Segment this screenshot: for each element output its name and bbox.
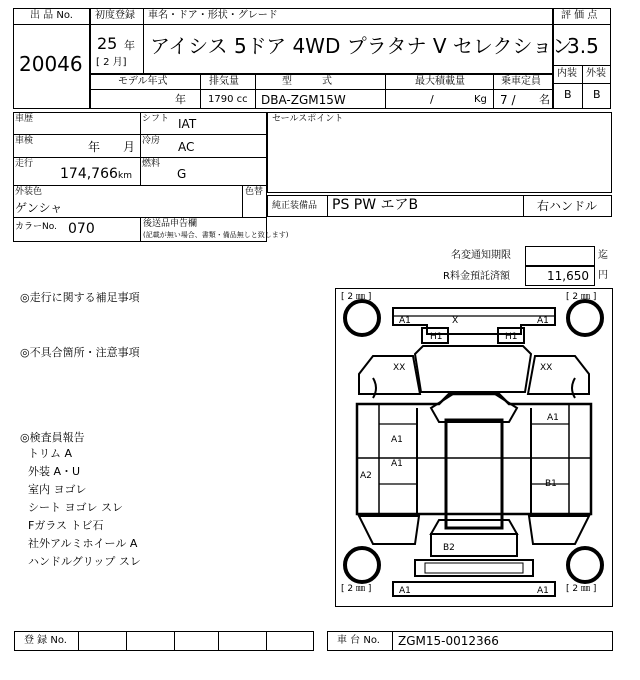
damage-mark: A1 [399, 586, 411, 596]
reg-no-label: 登 録 No. [24, 635, 67, 646]
tire-depth-label: [ 2 ㎜ ] [341, 292, 372, 302]
first-reg-month: [ 2 月] [96, 57, 127, 68]
name-change-box [525, 246, 595, 266]
inspector-item: シート ヨゴレ スレ [28, 501, 123, 514]
recycle-unit: 円 [598, 270, 608, 281]
color-no-label: カラーNo. [15, 222, 57, 232]
max-load-slash: / [430, 93, 434, 106]
shift-value: IAT [178, 117, 197, 131]
inspector-item: Fガラス トビ石 [28, 519, 104, 532]
damage-mark: A1 [391, 459, 403, 469]
damage-mark: A1 [399, 316, 411, 326]
inspector-item: 社外アルミホイール A [28, 537, 138, 550]
type-label: 型 式 [282, 76, 332, 87]
tire-depth-label: [ 2 ㎜ ] [566, 584, 597, 594]
damage-mark: H1 [505, 332, 518, 342]
model-type: DBA-ZGM15W [261, 93, 346, 107]
exterior-label: 外装 [586, 68, 606, 79]
model-year-unit: 年 [175, 93, 186, 106]
inspection-month: 月 [123, 140, 136, 154]
lot-no: 20046 [19, 52, 83, 76]
lot-no-label: 出 品 No. [30, 10, 73, 21]
history-label: 車歴 [15, 114, 34, 124]
damage-mark: X [452, 316, 459, 326]
mileage-unit: km [118, 171, 132, 181]
name-change-unit: 迄 [598, 250, 608, 261]
interior-label: 内装 [557, 68, 577, 79]
tire-depth-label: [ 2 ㎜ ] [341, 584, 372, 594]
exterior-color: ゲンシャ [15, 201, 63, 215]
exterior-color-label: 外装色 [15, 187, 43, 197]
first-reg-year: 25 [97, 34, 118, 53]
sales-point-label: セールスポイント [272, 114, 344, 124]
aftermarket-label: 後送品申告欄 [143, 219, 198, 229]
year-unit: 年 [124, 39, 135, 52]
running-note-label: ◎走行に関する補足事項 [20, 291, 140, 304]
damage-mark: H1 [430, 332, 443, 342]
mileage-label: 走行 [15, 159, 34, 169]
color-change-label: 色替 [245, 187, 264, 197]
capacity-unit: 名 [539, 93, 550, 106]
sales-point-box [267, 112, 612, 193]
inspector-item: 室内 ヨゴレ [28, 483, 87, 496]
car-name-label: 車名・ドア・形状・グレード [148, 10, 278, 21]
damage-mark: A1 [391, 435, 403, 445]
steering-value: 右ハンドル [537, 199, 598, 213]
rating-value: 3.5 [567, 34, 599, 58]
ac-value: AC [178, 140, 195, 154]
interior-grade: B [564, 88, 572, 101]
damage-mark: XX [393, 363, 406, 373]
rating-label: 評 価 点 [561, 10, 598, 21]
exterior-grade: B [593, 88, 601, 101]
name-change-label: 名変通知期限 [451, 250, 511, 261]
car-name: アイシス 5ドア 4WD プラタナ V セレクション [150, 34, 573, 58]
max-load-unit: Kg [474, 94, 487, 105]
aftermarket-note: (記載が無い場合、書類・備品無しと致します) [143, 231, 289, 239]
inspector-item: トリム A [28, 447, 73, 460]
damage-mark: XX [540, 363, 553, 373]
fuel-value: G [177, 167, 187, 181]
fuel-label: 燃料 [142, 159, 161, 169]
inspection-year: 年 [88, 140, 101, 154]
defect-note-label: ◎不具合箇所・注意事項 [20, 346, 140, 359]
damage-mark: A1 [537, 316, 549, 326]
car-diagram [335, 288, 613, 608]
tire-depth-label: [ 2 ㎜ ] [566, 292, 597, 302]
recycle-label: R料金預託済額 [443, 271, 510, 282]
capacity: 7 / [500, 93, 516, 107]
equipment-value: PS PW エアB [332, 197, 419, 213]
chassis-no-label: 車 台 No. [337, 635, 380, 646]
inspector-report-label: ◎検査員報告 [20, 431, 85, 444]
chassis-no: ZGM15-0012366 [398, 634, 499, 648]
first-reg-label: 初度登録 [95, 10, 135, 21]
max-load-label: 最大積載量 [415, 76, 465, 87]
damage-mark: B2 [443, 543, 455, 553]
shift-label: シフト [142, 114, 170, 124]
damage-mark: A1 [537, 586, 549, 596]
recycle-amount: 11,650 [547, 269, 589, 283]
damage-mark: A1 [547, 413, 559, 423]
displacement-label: 排気量 [209, 76, 239, 87]
mileage-value: 174,766 [60, 166, 118, 182]
ac-label: 冷房 [142, 136, 161, 146]
inspector-item: ハンドルグリップ スレ [28, 555, 141, 568]
inspector-item: 外装 A・U [28, 465, 81, 478]
damage-mark: A2 [360, 471, 372, 481]
genuine-equipment-label: 純正装備品 [272, 201, 318, 211]
damage-mark: B1 [545, 479, 557, 489]
inspection-label: 車検 [15, 136, 34, 146]
color-no: 070 [68, 221, 95, 237]
model-year-label: モデル年式 [118, 76, 168, 87]
capacity-label: 乗車定員 [501, 76, 541, 87]
displacement: 1790 cc [208, 94, 248, 105]
